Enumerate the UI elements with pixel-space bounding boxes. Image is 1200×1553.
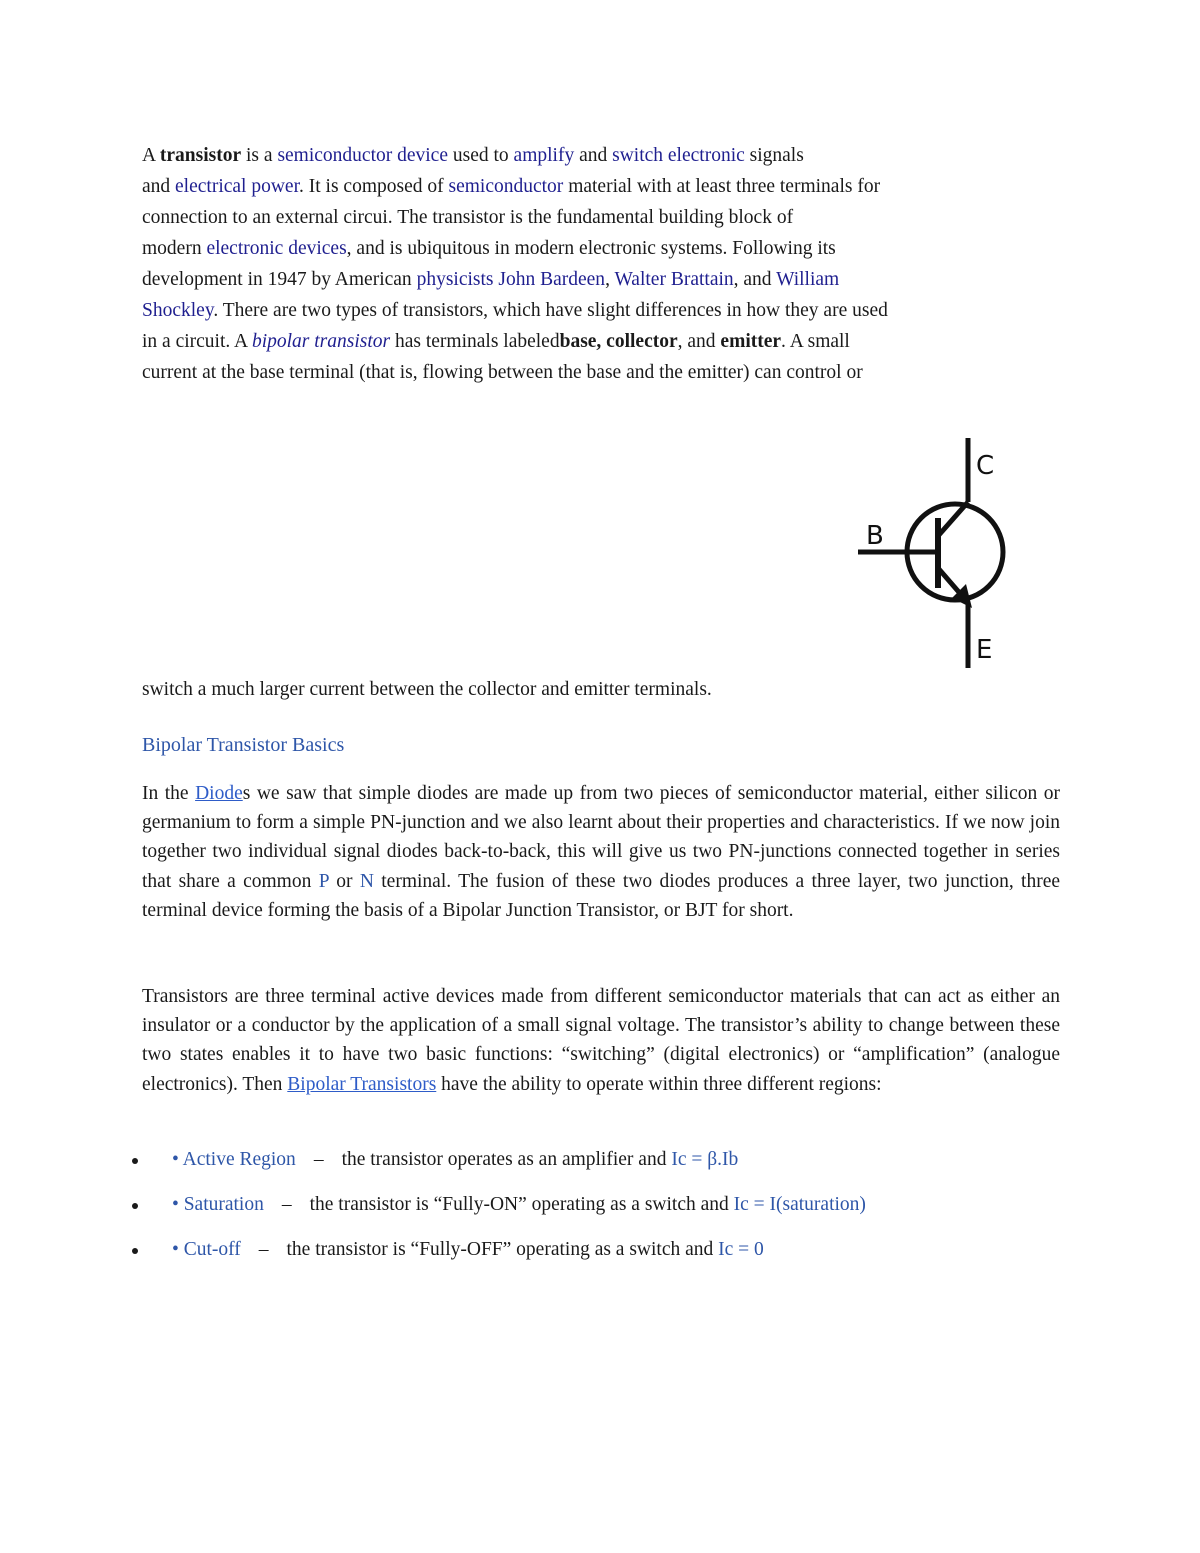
formula: Ic = I(saturation)	[733, 1194, 866, 1215]
text: or	[328, 870, 360, 892]
region-description: the transistor is “Fully-OFF” operating as a switch and	[286, 1239, 719, 1260]
bullet-icon	[132, 1203, 138, 1209]
text: In the	[142, 783, 196, 804]
text: . A small	[781, 331, 850, 352]
bullet-icon	[132, 1248, 138, 1254]
text: in a circuit. A	[142, 331, 252, 352]
text: used to	[448, 145, 514, 166]
text: have the ability to operate within three different regions:	[436, 1073, 882, 1095]
intro-line	[142, 140, 1062, 171]
diodes-paragraph	[142, 779, 1060, 925]
list-item-content	[172, 1187, 866, 1223]
region-label: • Cut-off	[172, 1239, 241, 1260]
dash: –	[258, 1239, 269, 1260]
link-semiconductor[interactable]: semiconductor	[448, 176, 564, 197]
link-physicists[interactable]: physicists	[416, 269, 494, 290]
link-electrical-power[interactable]: electrical power	[175, 176, 300, 197]
section-heading: Bipolar Transistor Basics	[142, 734, 345, 756]
list-item-content	[172, 1142, 738, 1178]
label-e: E	[976, 635, 993, 665]
formula: Ic = 0	[718, 1239, 764, 1260]
region-description: the transistor operates as an amplifier and	[341, 1149, 672, 1170]
link-switch-electronic[interactable]: switch electronic	[612, 145, 745, 166]
intro-line	[142, 326, 1062, 357]
link-walter-brattain[interactable]: Walter Brattain	[614, 269, 734, 290]
text: , and is ubiquitous in modern electronic systems. Following its	[346, 238, 836, 259]
intro-line: connection to an external circui. The transistor is the fundamental building block of	[142, 207, 794, 228]
term-transistor: transistor	[159, 145, 242, 166]
text: material with at least three terminals for	[563, 176, 881, 197]
intro-line: current at the base terminal (that is, flowing between the base and the emitter) can control or	[142, 362, 863, 383]
text: s	[242, 783, 251, 804]
region-label: • Active Region	[172, 1149, 296, 1170]
dash: –	[313, 1149, 324, 1170]
text: and	[574, 145, 613, 166]
text: and	[142, 176, 176, 197]
label-b: B	[866, 521, 884, 551]
link-diodes[interactable]: Diode	[195, 783, 243, 804]
text: Transistors are three terminal active devices made from different semiconductor materials that can act as either an insulator or a conductor by the application of a small signal voltage. The transistor’s ability to change between these two states enables it to have two basic functions: “switching” (digital electronics) or “amplification” (analogue electronics). Then	[142, 986, 1060, 1095]
term-p: P	[318, 870, 329, 892]
term-base-collector: base, collector	[559, 331, 678, 352]
intro-line	[142, 264, 1062, 295]
text: modern	[142, 238, 207, 259]
intro-line	[142, 171, 1062, 202]
text: , and	[677, 331, 721, 352]
intro-line	[142, 295, 1062, 326]
text: terminal. The fusion of these two diodes produces a three layer, two junction, three terminal device forming the basis of a Bipolar Junction Transistor, or BJT for short.	[142, 870, 1061, 921]
region-description: the transistor is “Fully-ON” operating as a switch and	[309, 1194, 734, 1215]
intro-line	[142, 233, 1062, 264]
link-bipolar-transistor[interactable]: bipolar transistor	[251, 331, 391, 352]
link-electronic-devices[interactable]: electronic devices	[206, 238, 347, 259]
text: . It is composed of	[299, 176, 449, 197]
link-bipolar-transistors[interactable]: Bipolar Transistors	[287, 1073, 437, 1095]
transistors-paragraph	[142, 982, 1060, 1099]
bullet-icon	[132, 1158, 138, 1164]
term-n: N	[359, 870, 374, 892]
text: has terminals labeled	[390, 331, 560, 352]
link-william-shockley[interactable]: William	[776, 269, 840, 290]
label-c: C	[976, 451, 995, 481]
link-amplify[interactable]: amplify	[513, 145, 575, 166]
text: development in 1947 by American	[142, 269, 417, 290]
text: is a	[241, 145, 278, 166]
region-label: • Saturation	[172, 1194, 264, 1215]
text: , and	[733, 269, 777, 290]
switch-line: switch a much larger current between the collector and emitter terminals.	[142, 679, 712, 700]
text: we saw that simple diodes are made up from two pieces of semiconductor material, either silicon or germanium to form a simple PN-junction and we also learnt about their properties and characteristics. If we now join together two individual signal diodes back-to-back, this will give us two PN-junctions connected together in series that share a common	[142, 783, 1060, 892]
formula: Ic = β.Ib	[671, 1149, 739, 1170]
npn-transistor-symbol	[850, 432, 1030, 672]
intro-paragraph	[142, 140, 1062, 388]
link-semiconductor-device[interactable]: semiconductor device	[277, 145, 448, 166]
term-emitter: emitter	[720, 331, 782, 352]
text: ,	[605, 269, 615, 290]
dash: –	[281, 1194, 292, 1215]
link-shockley[interactable]: Shockley	[142, 300, 214, 321]
link-john-bardeen[interactable]: John Bardeen	[498, 269, 606, 290]
text: . There are two types of transistors, which have slight differences in how they are used	[213, 300, 888, 321]
text: signals	[744, 145, 804, 166]
list-item-content	[172, 1232, 764, 1268]
text: A	[142, 145, 160, 166]
